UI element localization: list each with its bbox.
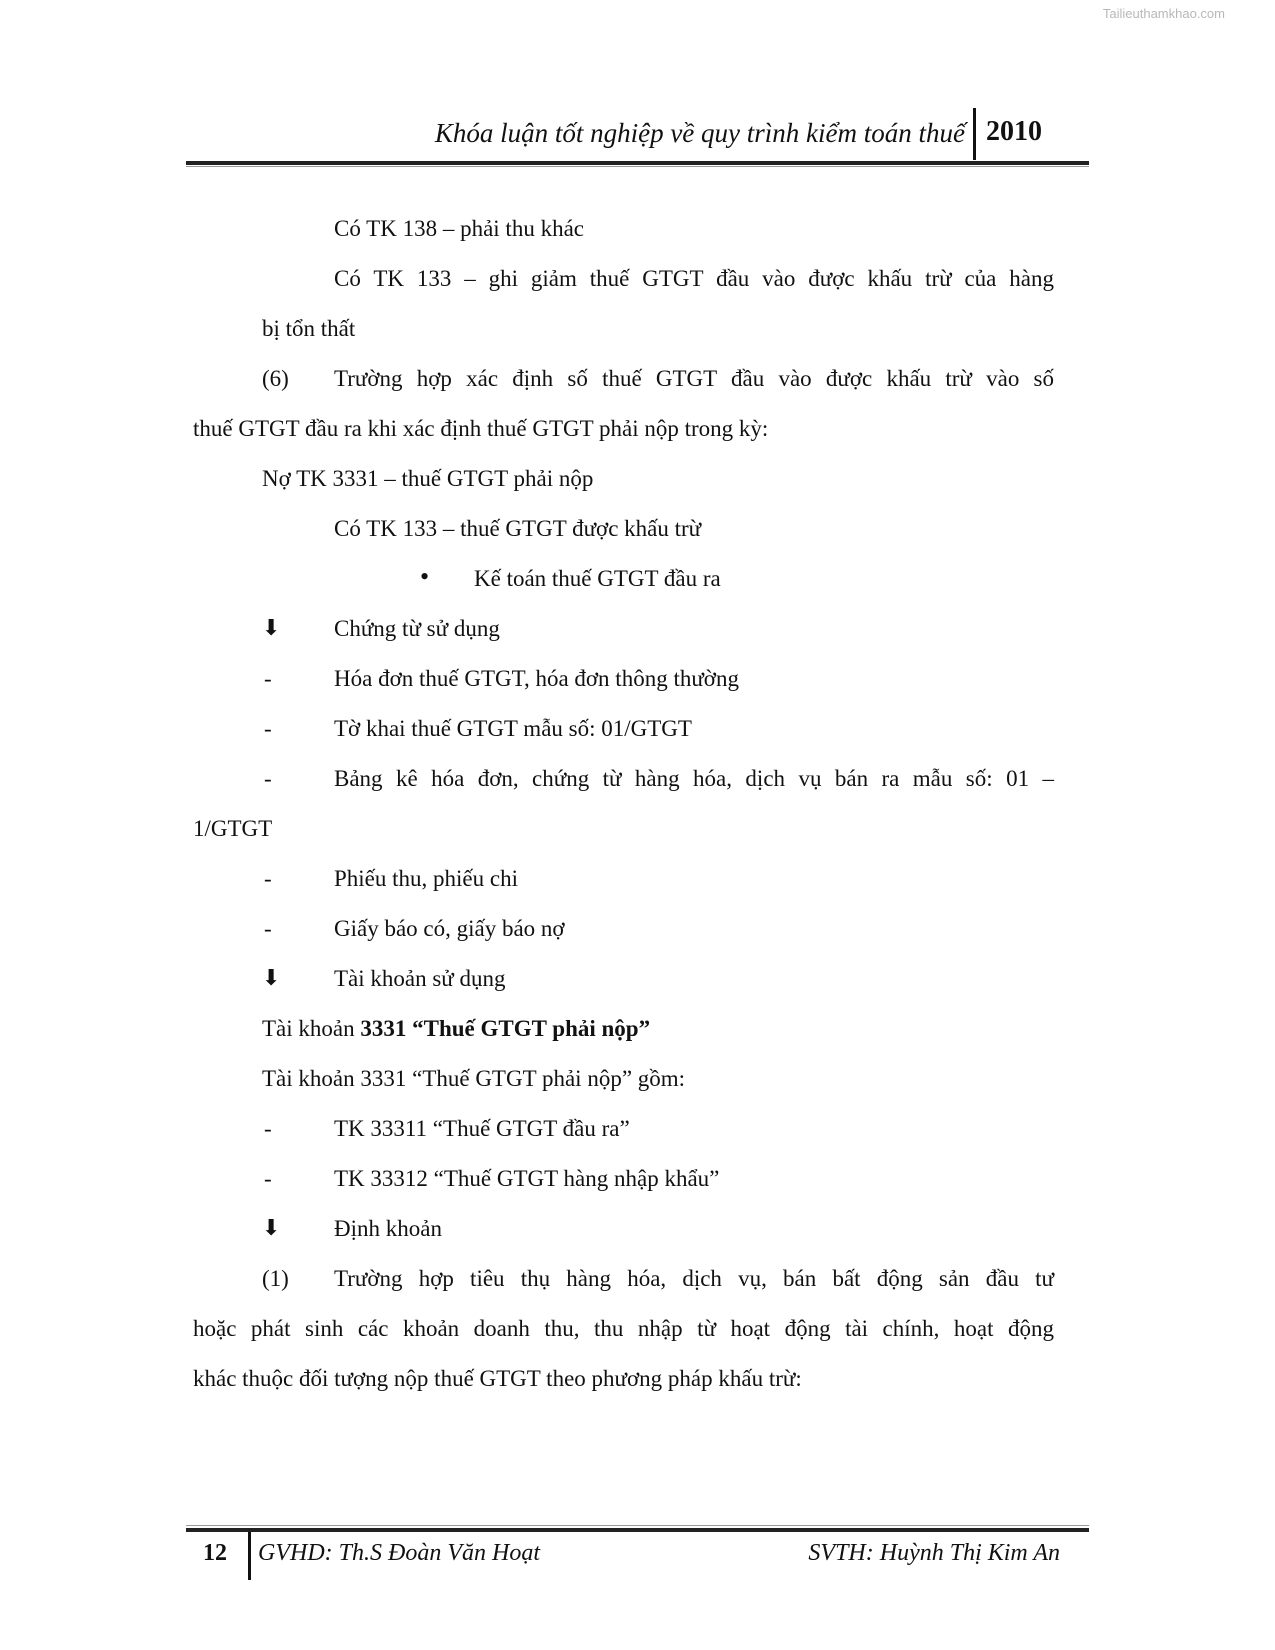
body-line: hoặc phát sinh các khoản doanh thu, thu nhập từ hoạt động tài chính, hoạt động: [193, 1316, 1054, 1341]
list-item-continued: 1/GTGT: [193, 816, 273, 841]
page-number: 12: [203, 1540, 227, 1566]
arrow-down-icon: ⬇: [262, 1216, 281, 1241]
subsection-heading: Định khoản: [334, 1216, 442, 1241]
dash-marker: -: [264, 766, 272, 791]
dash-marker: -: [264, 666, 272, 691]
watermark: Tailieuthamkhao.com: [1102, 6, 1225, 21]
account-title-bold: 3331 “Thuế GTGT phải nộp”: [360, 1016, 651, 1041]
list-item: Bảng kê hóa đơn, chứng từ hàng hóa, dịch vụ bán ra mẫu số: 01 –: [334, 766, 1054, 791]
body-line: Có TK 133 – ghi giảm thuế GTGT đầu vào được khấu trừ của hàng: [334, 266, 1054, 291]
body-line: Trường hợp xác định số thuế GTGT đầu vào được khấu trừ vào số: [334, 366, 1054, 391]
dash-marker: -: [264, 1116, 272, 1141]
list-item: Phiếu thu, phiếu chi: [334, 866, 518, 891]
account-title-prefix: Tài khoản: [262, 1016, 361, 1041]
dash-marker: -: [264, 916, 272, 941]
list-marker: (1): [262, 1266, 289, 1291]
body-line: Tài khoản 3331 “Thuế GTGT phải nộp” gồm:: [262, 1066, 686, 1091]
header-rule: [186, 161, 1089, 165]
body-line: thuế GTGT đầu ra khi xác định thuế GTGT phải nộp trong kỳ:: [193, 416, 769, 441]
dash-marker: -: [264, 716, 272, 741]
header-rule-thin: [186, 166, 1089, 167]
list-item: Hóa đơn thuế GTGT, hóa đơn thông thường: [334, 666, 739, 691]
body-line: bị tổn thất: [262, 316, 356, 341]
dash-marker: -: [264, 866, 272, 891]
footer-advisor: GVHD: Th.S Đoàn Văn Hoạt: [258, 1540, 540, 1566]
list-item: Giấy báo có, giấy báo nợ: [334, 916, 565, 941]
subsection-heading: Chứng từ sử dụng: [334, 616, 500, 641]
section-heading: Kế toán thuế GTGT đầu ra: [474, 566, 721, 591]
account-title: [262, 1014, 650, 1044]
header-divider: [973, 108, 976, 160]
list-marker: (6): [262, 366, 289, 391]
footer-rule-thin: [186, 1525, 1089, 1526]
footer-divider: [248, 1532, 251, 1580]
footer-student: SVTH: Huỳnh Thị Kim An: [808, 1540, 1060, 1566]
arrow-down-icon: ⬇: [262, 616, 281, 641]
body-line: Trường hợp tiêu thụ hàng hóa, dịch vụ, bán bất động sản đầu tư: [334, 1266, 1054, 1291]
arrow-down-icon: ⬇: [262, 966, 281, 991]
body-line: Có TK 133 – thuế GTGT được khấu trừ: [334, 516, 702, 541]
header-title: Khóa luận tốt nghiệp về quy trình kiểm toán thuế: [434, 118, 965, 148]
list-item: TK 33311 “Thuế GTGT đầu ra”: [334, 1116, 630, 1141]
dash-marker: -: [264, 1166, 272, 1191]
bullet-icon: •: [420, 562, 430, 591]
list-item: Tờ khai thuế GTGT mẫu số: 01/GTGT: [334, 716, 692, 741]
header-year: 2010: [986, 116, 1042, 147]
body-line: khác thuộc đối tượng nộp thuế GTGT theo phương pháp khấu trừ:: [193, 1366, 802, 1391]
subsection-heading: Tài khoản sử dụng: [334, 966, 506, 991]
footer-rule: [186, 1528, 1089, 1532]
body-line: Có TK 138 – phải thu khác: [334, 216, 584, 241]
list-item: TK 33312 “Thuế GTGT hàng nhập khẩu”: [334, 1166, 720, 1191]
body-line: Nợ TK 3331 – thuế GTGT phải nộp: [262, 466, 594, 491]
